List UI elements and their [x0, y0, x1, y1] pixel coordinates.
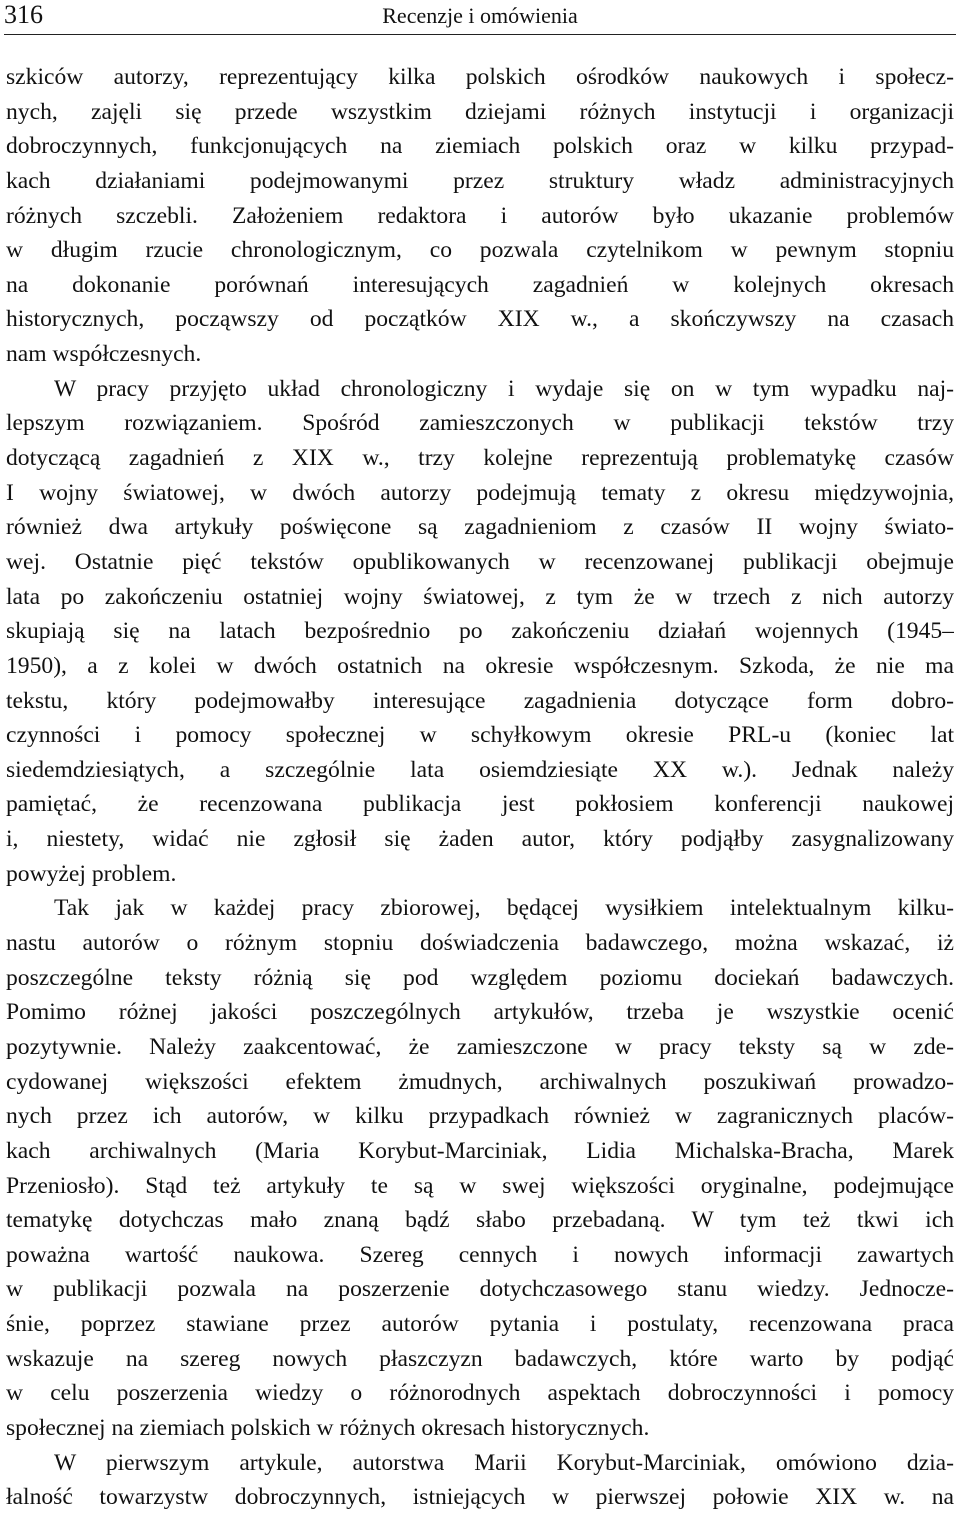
running-title: Recenzje i omówienia [382, 3, 578, 28]
text-line: również dwa artykuły poświęcone są zagadnieniom z czasów II wojny świato- [6, 514, 954, 541]
text-line: wskazuje na szereg nowych płaszczyzn badawczych, które warto by podjąć [6, 1345, 954, 1372]
text-line: poszczególne teksty różnią się pod względem poziomu dociekań badawczych. [6, 964, 954, 991]
text-line: Pomimo różnej jakości poszczególnych artykułów, trzeba je wszystkie ocenić [6, 999, 954, 1026]
text-line: W pracy przyjęto układ chronologiczny i wydaje się on w tym wypadku naj- [54, 375, 954, 402]
body-text [6, 60, 954, 1515]
text-line: kach archiwalnych (Maria Korybut-Marciniak, Lidia Michalska-Bracha, Marek [6, 1137, 954, 1164]
text-line: łalność towarzystw dobroczynnych, istniejących w pierwszej połowie XIX w. na [6, 1484, 954, 1511]
text-line: społecznej na ziemiach polskich w różnych okresach historycznych. [6, 1414, 650, 1441]
text-line: w publikacji pozwala na poszerzenie dotychczasowego stanu wiedzy. Jednocze- [6, 1276, 954, 1303]
text-line: i, niestety, widać nie zgłosił się żaden autor, który podjąłby zasygnalizowany [6, 826, 954, 853]
text-line: tekstu, który podejmowałby interesujące zagadnienia dotyczące form dobro- [6, 687, 954, 714]
text-line: nastu autorów o różnym stopniu doświadczenia badawczego, można wskazać, iż [6, 930, 954, 957]
text-line: dotyczącą zagadnień z XIX w., trzy kolejne reprezentują problematykę czasów [6, 445, 954, 472]
text-line: szkiców autorzy, reprezentujący kilka polskich ośrodków naukowych i społecz- [6, 64, 954, 90]
text-line: lepszym rozwiązaniem. Spośród zamieszczonych w publikacji tekstów trzy [6, 410, 954, 437]
text-line: pozytywnie. Należy zaakcentować, że zamieszczone w pracy teksty są w zde- [6, 1033, 954, 1060]
text-line: lata po zakończeniu ostatniej wojny światowej, z tym że w trzech z nich autorzy [6, 583, 954, 610]
text-line: 1950), a z kolei w dwóch ostatnich na okresie współczesnym. Szkoda, że nie ma [6, 652, 954, 679]
running-header [4, 0, 956, 35]
text-line: cydowanej większości efektem żmudnych, archiwalnych poszukiwań prowadzo- [6, 1068, 954, 1095]
text-line: śnie, poprzez stawiane przez autorów pytania i postulaty, recenzowana praca [6, 1311, 954, 1338]
text-line: czynności i pomocy społecznej w schyłkowym okresie PRL-u (koniec lat [6, 722, 954, 749]
text-line: siedemdziesiątych, a szczególnie lata osiemdziesiąte XX w.). Jednak należy [6, 756, 954, 783]
text-line: I wojny światowej, w dwóch autorzy podejmują tematy z okresu międzywojnia, [6, 479, 954, 506]
text-line: w celu poszerzenia wiedzy o różnorodnych aspektach dobroczynności i pomocy [6, 1380, 954, 1407]
text-line: pamiętać, że recenzowana publikacja jest pokłosiem konferencji naukowej [6, 791, 954, 818]
text-line: różnych szczebli. Założeniem redaktora i autorów było ukazanie problemów [6, 202, 954, 229]
text-line: kach działaniami podejmowanymi przez struktury władz administracyjnych [6, 167, 954, 194]
text-line: poważna wartość naukowa. Szereg cennych i nowych informacji zawartych [6, 1241, 954, 1268]
text-line: Tak jak w każdej pracy zbiorowej, będącej wysiłkiem intelektualnym kilku- [54, 895, 954, 922]
text-line: nych, zajęli się przede wszystkim dziejami różnych instytucji i organizacji [6, 98, 954, 125]
text-line: historycznych, począwszy od początków XIX w., a skończywszy na czasach [6, 306, 954, 333]
text-line: wej. Ostatnie pięć tekstów opublikowanych w recenzowanej publikacji obejmuje [6, 548, 954, 575]
text-line: nych przez ich autorów, w kilku przypadkach również w zagranicznych placów- [6, 1103, 954, 1130]
page-number: 316 [4, 0, 43, 29]
text-line: nam współczesnych. [6, 341, 202, 368]
text-line: skupiają się na latach bezpośrednio po zakończeniu działań wojennych (1945– [6, 618, 954, 645]
text-line: tematykę dotychczas mało znaną bądź słabo przebadaną. W tym też tkwi ich [6, 1207, 954, 1234]
text-line: Przeniosło). Stąd też artykuły te są w swej większości oryginalne, podejmujące [6, 1172, 954, 1199]
text-line: dobroczynnych, funkcjonujących na ziemiach polskich oraz w kilku przypad- [6, 133, 954, 160]
text-line: W pierwszym artykule, autorstwa Marii Korybut-Marciniak, omówiono dzia- [54, 1449, 954, 1476]
text-line: powyżej problem. [6, 860, 177, 887]
text-line: w długim rzucie chronologicznym, co pozwala czytelnikom w pewnym stopniu [6, 237, 954, 264]
text-line: na dokonanie porównań interesujących zagadnień w kolejnych okresach [6, 271, 954, 298]
